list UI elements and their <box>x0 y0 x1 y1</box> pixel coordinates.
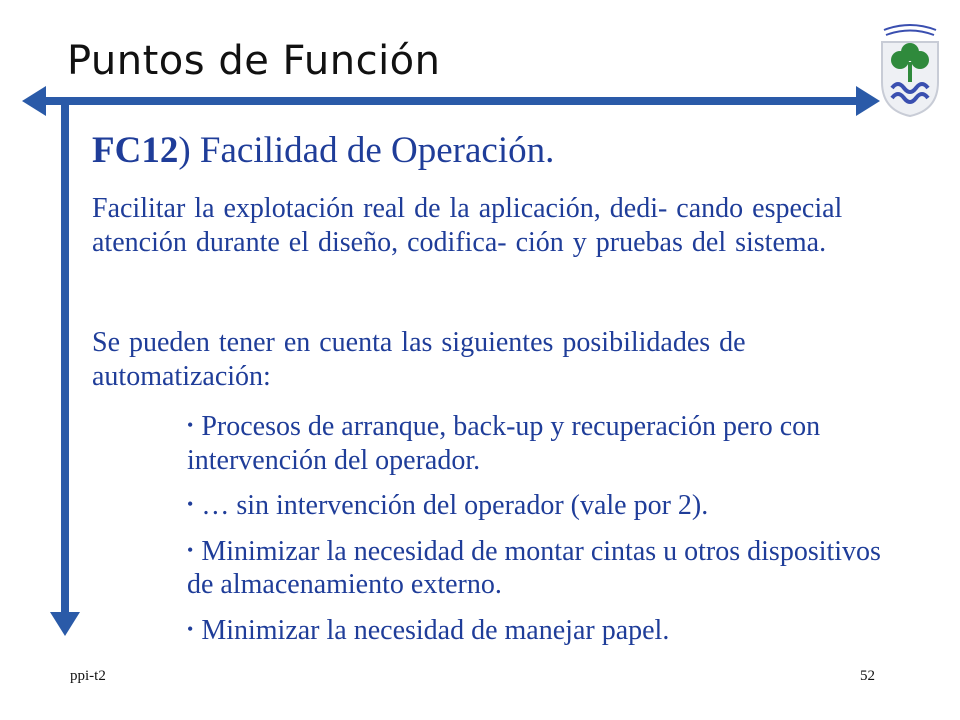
slide-content <box>92 130 912 646</box>
list-item-text: Minimizar la necesidad de manejar papel. <box>201 614 670 646</box>
list-item <box>187 535 907 602</box>
heading-text: ) Facilidad de Operación. <box>178 130 555 171</box>
page-title: Puntos de Función <box>67 38 441 84</box>
bullet-list <box>187 410 907 660</box>
right-arrowhead-icon <box>856 86 880 116</box>
list-item <box>187 614 907 648</box>
section-heading <box>92 130 912 173</box>
left-arrowhead-icon <box>22 86 46 116</box>
bullet-icon: • <box>187 618 194 639</box>
list-item-text: Procesos de arranque, back-up y recuperación pero con intervención del operador. <box>187 411 821 476</box>
list-item <box>187 410 907 477</box>
bullet-icon: • <box>187 415 194 435</box>
down-arrowhead-icon <box>50 612 80 636</box>
list-item <box>187 489 907 523</box>
automation-intro-paragraph: Se pueden tener en cuenta las siguientes posibilidades de automatización: <box>92 327 746 392</box>
bullet-icon: • <box>187 539 194 560</box>
list-item-text: Minimizar la necesidad de montar cintas u otros dispositivos de almacenamiento externo. <box>187 535 881 601</box>
heading-code: FC12 <box>92 130 179 171</box>
page-number: 52 <box>860 668 875 684</box>
bullet-icon: • <box>187 494 194 515</box>
description-paragraph: Facilitar la explotación real de la aplicación, dedi- cando especial atención durante el diseño, codifica- ción y pruebas del sistema. <box>92 193 843 258</box>
university-seal-logo <box>878 22 942 118</box>
list-item-text: … sin intervención del operador (vale por 2). <box>201 490 709 522</box>
footer-label: ppi-t2 <box>70 668 106 684</box>
